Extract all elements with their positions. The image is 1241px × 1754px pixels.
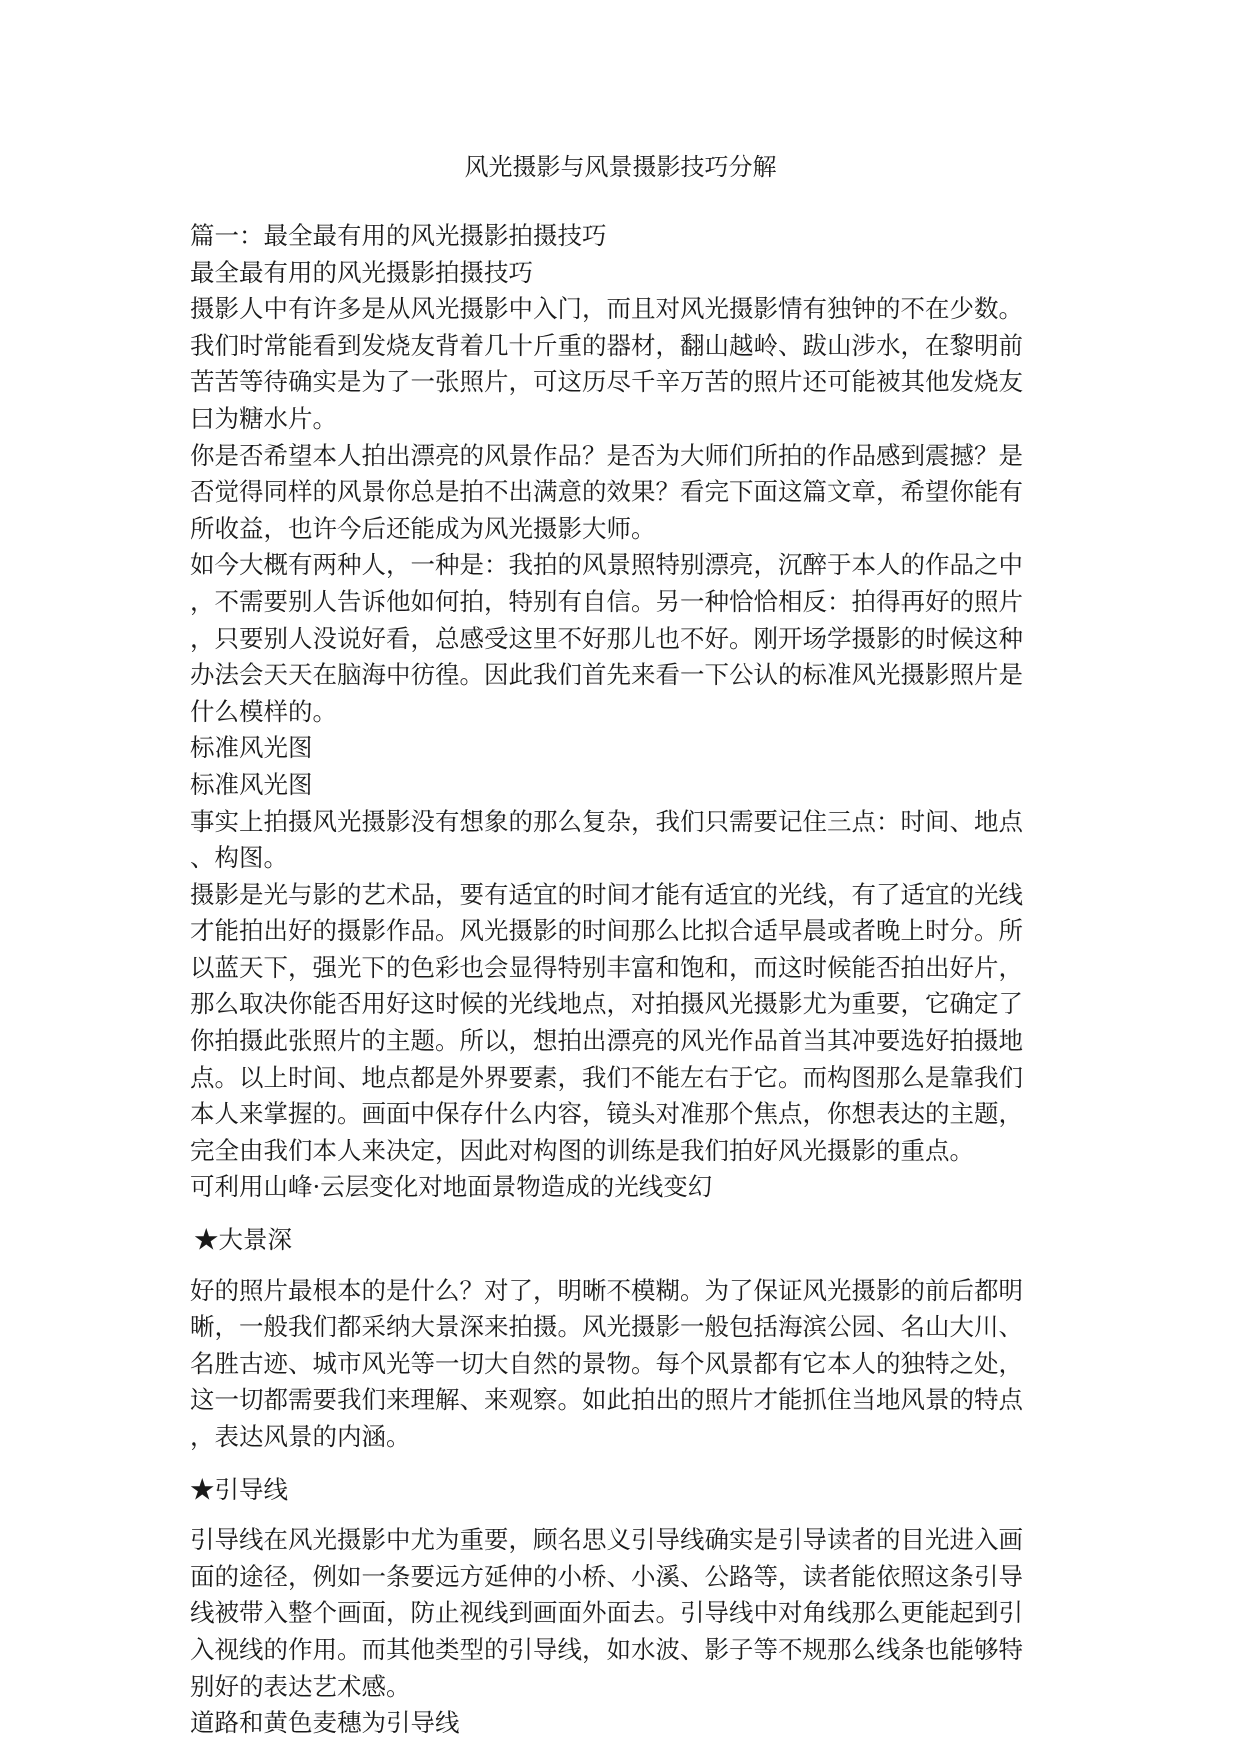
text-line: 以蓝天下，强光下的色彩也会显得特别丰富和饱和，而这时候能否拍出好片， <box>190 952 1023 982</box>
text-line: 否觉得同样的风景你总是拍不出满意的效果？看完下面这篇文章，希望你能有 <box>190 477 1023 507</box>
document-title: 风光摄影与风景摄影技巧分解 <box>464 153 777 181</box>
text-line: 什么模样的。 <box>190 696 337 726</box>
text-line: 所收益，也许今后还能成为风光摄影大师。 <box>190 513 656 543</box>
text-line: 你是否希望本人拍出漂亮的风景作品？是否为大师们所拍的作品感到震撼？是 <box>190 440 1023 470</box>
image-caption: 可利用山峰·云层变化对地面景物造成的光线变幻 <box>190 1172 713 1202</box>
text-line: 最全最有用的风光摄影拍摄技巧 <box>190 257 533 287</box>
text-line: 、构图。 <box>190 843 288 873</box>
text-line: 名胜古迹、城市风光等一切大自然的景物。每个风景都有它本人的独特之处， <box>190 1348 1023 1378</box>
text-line: 曰为糖水片。 <box>190 403 337 433</box>
text-line: 引导线在风光摄影中尤为重要，顾名思义引导线确实是引导读者的目光进入画 <box>190 1525 1023 1555</box>
text-line: 才能拍出好的摄影作品。风光摄影的时间那么比拟合适早晨或者晚上时分。所 <box>190 916 1023 946</box>
section-heading-depth-of-field: ★大景深 <box>194 1225 292 1255</box>
text-line: 摄影是光与影的艺术品，要有适宜的时间才能有适宜的光线，有了适宜的光线 <box>190 879 1023 909</box>
text-line: 入视线的作用。而其他类型的引导线，如水波、影子等不规那么线条也能够特 <box>190 1634 1023 1664</box>
text-line: 摄影人中有许多是从风光摄影中入门，而且对风光摄影情有独钟的不在少数。 <box>190 294 1023 324</box>
text-line: 晰，一般我们都采纳大景深来拍摄。风光摄影一般包括海滨公园、名山大川、 <box>190 1312 1023 1342</box>
text-line: 事实上拍摄风光摄影没有想象的那么复杂，我们只需要记住三点：时间、地点 <box>190 806 1023 836</box>
text-line: 好的照片最根本的是什么？对了，明晰不模糊。为了保证风光摄影的前后都明 <box>190 1275 1023 1305</box>
text-line: ，不需要别人告诉他如何拍，特别有自信。另一种恰恰相反：拍得再好的照片 <box>190 586 1023 616</box>
text-line: 线被带入整个画面，防止视线到画面外面去。引导线中对角线那么更能起到引 <box>190 1598 1023 1628</box>
text-line: ，表达风景的内涵。 <box>190 1422 411 1451</box>
document-body <box>190 218 1050 1742</box>
section-heading-leading-lines: ★引导线 <box>190 1474 288 1504</box>
image-caption: 标准风光图 <box>190 733 313 763</box>
text-line: 那么取决你能否用好这时候的光线地点，对拍摄风光摄影尤为重要，它确定了 <box>190 989 1023 1019</box>
text-line: 如今大概有两种人，一种是：我拍的风景照特别漂亮，沉醉于本人的作品之中 <box>190 550 1023 580</box>
text-line: 办法会天天在脑海中彷徨。因此我们首先来看一下公认的标准风光摄影照片是 <box>190 660 1023 690</box>
text-line: 完全由我们本人来决定，因此对构图的训练是我们拍好风光摄影的重点。 <box>190 1135 974 1165</box>
text-line: 面的途径，例如一条要远方延伸的小桥、小溪、公路等，读者能依照这条引导 <box>190 1561 1023 1591</box>
text-line: 点。以上时间、地点都是外界要素，我们不能左右于它。而构图那么是靠我们 <box>190 1062 1023 1092</box>
text-line: 这一切都需要我们来理解、来观察。如此拍出的照片才能抓住当地风景的特点 <box>190 1385 1023 1415</box>
image-caption: 标准风光图 <box>190 769 313 799</box>
text-line: 篇一：最全最有用的风光摄影拍摄技巧 <box>190 221 607 250</box>
text-line: ，只要别人没说好看，总感受这里不好那儿也不好。刚开场学摄影的时候这种 <box>190 623 1023 653</box>
text-line: 别好的表达艺术感。 <box>190 1671 411 1701</box>
text-line: 本人来掌握的。画面中保存什么内容，镜头对准那个焦点，你想表达的主题， <box>190 1099 1023 1129</box>
image-caption: 道路和黄色麦穗为引导线 <box>190 1708 460 1738</box>
text-line: 我们时常能看到发烧友背着几十斤重的器材，翻山越岭、跋山涉水，在黎明前 <box>190 330 1023 360</box>
text-line: 苦苦等待确实是为了一张照片，可这历尽千辛万苦的照片还可能被其他发烧友 <box>190 367 1023 397</box>
text-line: 你拍摄此张照片的主题。所以，想拍出漂亮的风光作品首当其冲要选好拍摄地 <box>190 1026 1023 1056</box>
